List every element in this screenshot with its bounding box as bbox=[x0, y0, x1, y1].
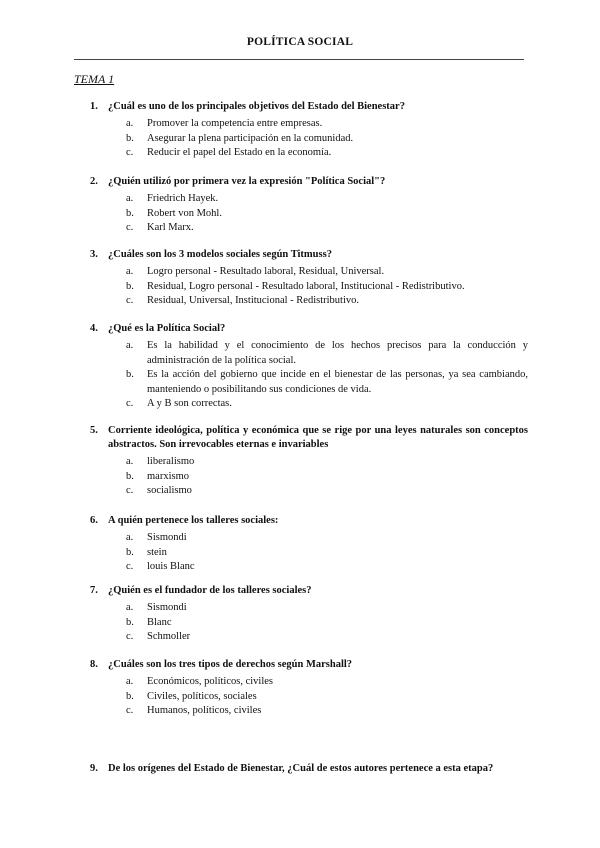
question-2 bbox=[90, 175, 528, 236]
option-text: Robert von Mohl. bbox=[147, 207, 222, 219]
option-text: Schmoller bbox=[147, 631, 191, 642]
answer-option bbox=[90, 455, 528, 470]
option-text: Humanos, políticos, civiles bbox=[147, 705, 262, 716]
option-text: Económicos, políticos, civiles bbox=[147, 676, 273, 687]
option-text: Asegurar la plena participación en la comunidad. bbox=[147, 132, 354, 144]
question-7 bbox=[90, 584, 528, 645]
answer-option bbox=[90, 704, 528, 719]
question-text: ¿Cuáles son los tres tipos de derechos según Marshall? bbox=[108, 659, 353, 670]
option-text: Promover la competencia entre empresas. bbox=[147, 118, 323, 129]
question-number: 8. bbox=[90, 659, 98, 670]
question-3 bbox=[90, 248, 528, 309]
answer-option bbox=[90, 470, 528, 485]
answer-option bbox=[90, 397, 528, 412]
option-text: Friedrich Hayek. bbox=[147, 193, 219, 204]
answer-option bbox=[90, 675, 528, 690]
question-number: 1. bbox=[90, 101, 98, 112]
question-4 bbox=[90, 322, 528, 412]
option-letter: b. bbox=[126, 546, 134, 558]
question-heading bbox=[90, 248, 528, 262]
page-title: POLÍTICA SOCIAL bbox=[246, 36, 354, 48]
option-letter: a. bbox=[126, 602, 134, 613]
option-letter: b. bbox=[126, 132, 134, 144]
question-number: 2. bbox=[90, 176, 98, 187]
question-5 bbox=[90, 424, 528, 499]
question-text: ¿Quién es el fundador de los talleres sociales? bbox=[108, 585, 312, 596]
question-9 bbox=[90, 762, 528, 776]
option-text: marxismo bbox=[147, 470, 189, 482]
question-heading bbox=[90, 424, 528, 452]
answer-options bbox=[90, 265, 528, 309]
option-letter: a. bbox=[126, 266, 134, 277]
question-number: 3. bbox=[90, 249, 98, 260]
answer-option bbox=[90, 265, 528, 280]
option-letter: c. bbox=[126, 222, 134, 233]
answer-option bbox=[90, 146, 528, 161]
option-letter: a. bbox=[126, 532, 134, 543]
answer-option bbox=[90, 192, 528, 207]
answer-option bbox=[90, 132, 528, 147]
option-text: liberalismo bbox=[147, 456, 195, 467]
option-text: Sismondi bbox=[147, 532, 187, 543]
answer-option bbox=[90, 207, 528, 222]
option-letter: a. bbox=[126, 340, 134, 351]
question-heading bbox=[90, 584, 528, 598]
option-text: Blanc bbox=[147, 616, 172, 628]
question-heading bbox=[90, 514, 528, 528]
option-letter: c. bbox=[126, 398, 134, 409]
answer-option bbox=[90, 484, 528, 499]
option-letter: b. bbox=[126, 690, 134, 702]
answer-option bbox=[90, 117, 528, 132]
question-text: ¿Qué es la Política Social? bbox=[108, 323, 226, 334]
answer-options bbox=[90, 117, 528, 161]
question-text: A quién pertenece los talleres sociales: bbox=[108, 515, 279, 526]
answer-options bbox=[90, 455, 528, 499]
option-text: Reducir el papel del Estado en la economía. bbox=[147, 147, 332, 158]
answer-option bbox=[90, 221, 528, 236]
header-divider bbox=[74, 59, 524, 60]
option-text: Karl Marx. bbox=[147, 222, 194, 233]
option-letter: c. bbox=[126, 147, 134, 158]
answer-option bbox=[90, 630, 528, 645]
option-text: Es la habilidad y el conocimiento de los hechos precisos para la conducción y administración de la política social. bbox=[147, 340, 528, 366]
option-text: A y B son correctas. bbox=[147, 398, 232, 409]
option-letter: b. bbox=[126, 280, 134, 292]
question-heading bbox=[90, 100, 528, 114]
option-letter: a. bbox=[126, 193, 134, 204]
option-letter: c. bbox=[126, 561, 134, 572]
question-text: ¿Quién utilizó por primera vez la expresión "Política Social"? bbox=[108, 176, 386, 187]
option-letter: b. bbox=[126, 369, 134, 380]
question-text: ¿Cuáles son los 3 modelos sociales según Titmuss? bbox=[108, 249, 332, 260]
answer-option bbox=[90, 560, 528, 575]
option-letter: c. bbox=[126, 295, 134, 306]
answer-option bbox=[90, 601, 528, 616]
option-letter: b. bbox=[126, 470, 134, 482]
option-letter: a. bbox=[126, 118, 134, 129]
answer-option bbox=[90, 368, 528, 397]
option-text: Civiles, políticos, sociales bbox=[147, 690, 257, 702]
answer-option bbox=[90, 616, 528, 631]
option-letter: a. bbox=[126, 456, 134, 467]
question-8 bbox=[90, 658, 528, 719]
question-number: 4. bbox=[90, 323, 98, 334]
question-6 bbox=[90, 514, 528, 575]
option-text: stein bbox=[147, 546, 167, 558]
question-heading bbox=[90, 762, 528, 776]
answer-option bbox=[90, 294, 528, 309]
question-number: 5. bbox=[90, 425, 98, 436]
option-text: socialismo bbox=[147, 485, 192, 496]
question-text: ¿Cuál es uno de los principales objetivos del Estado del Bienestar? bbox=[108, 101, 405, 112]
question-number: 9. bbox=[90, 763, 98, 774]
option-letter: b. bbox=[126, 207, 134, 219]
question-text: Corriente ideológica, política y económica que se rige por una leyes naturales son conceptos abstractos. Son irrevocables eternas e invariables bbox=[108, 425, 528, 450]
question-number: 7. bbox=[90, 585, 98, 596]
option-letter: c. bbox=[126, 485, 134, 496]
option-text: Es la acción del gobierno que incide en el bienestar de las personas, ya sea cambiando, manteniendo o posibilitando sus condiciones de vida. bbox=[147, 369, 528, 395]
option-letter: a. bbox=[126, 676, 134, 687]
option-letter: c. bbox=[126, 631, 134, 642]
answer-option bbox=[90, 531, 528, 546]
answer-option bbox=[90, 546, 528, 561]
answer-options bbox=[90, 601, 528, 645]
answer-option bbox=[90, 339, 528, 368]
answer-options bbox=[90, 531, 528, 575]
answer-options bbox=[90, 192, 528, 236]
option-text: Sismondi bbox=[147, 602, 187, 613]
answer-options bbox=[90, 339, 528, 412]
option-text: Residual, Logro personal - Resultado laboral, Institucional - Redistributivo. bbox=[147, 280, 465, 292]
answer-option bbox=[90, 690, 528, 705]
answer-option bbox=[90, 280, 528, 295]
option-text: Residual, Universal, Institucional - Redistributivo. bbox=[147, 295, 360, 306]
question-heading bbox=[90, 658, 528, 672]
option-text: Logro personal - Resultado laboral, Residual, Universal. bbox=[147, 266, 385, 277]
option-text: louis Blanc bbox=[147, 561, 195, 572]
option-letter: c. bbox=[126, 705, 134, 716]
answer-options bbox=[90, 675, 528, 719]
question-heading bbox=[90, 175, 528, 189]
section-heading: TEMA 1 bbox=[74, 72, 115, 86]
question-heading bbox=[90, 322, 528, 336]
question-text: De los orígenes del Estado de Bienestar, ¿Cuál de estos autores pertenece a esta etapa? bbox=[108, 763, 494, 774]
question-number: 6. bbox=[90, 515, 98, 526]
question-1 bbox=[90, 100, 528, 161]
option-letter: b. bbox=[126, 616, 134, 628]
